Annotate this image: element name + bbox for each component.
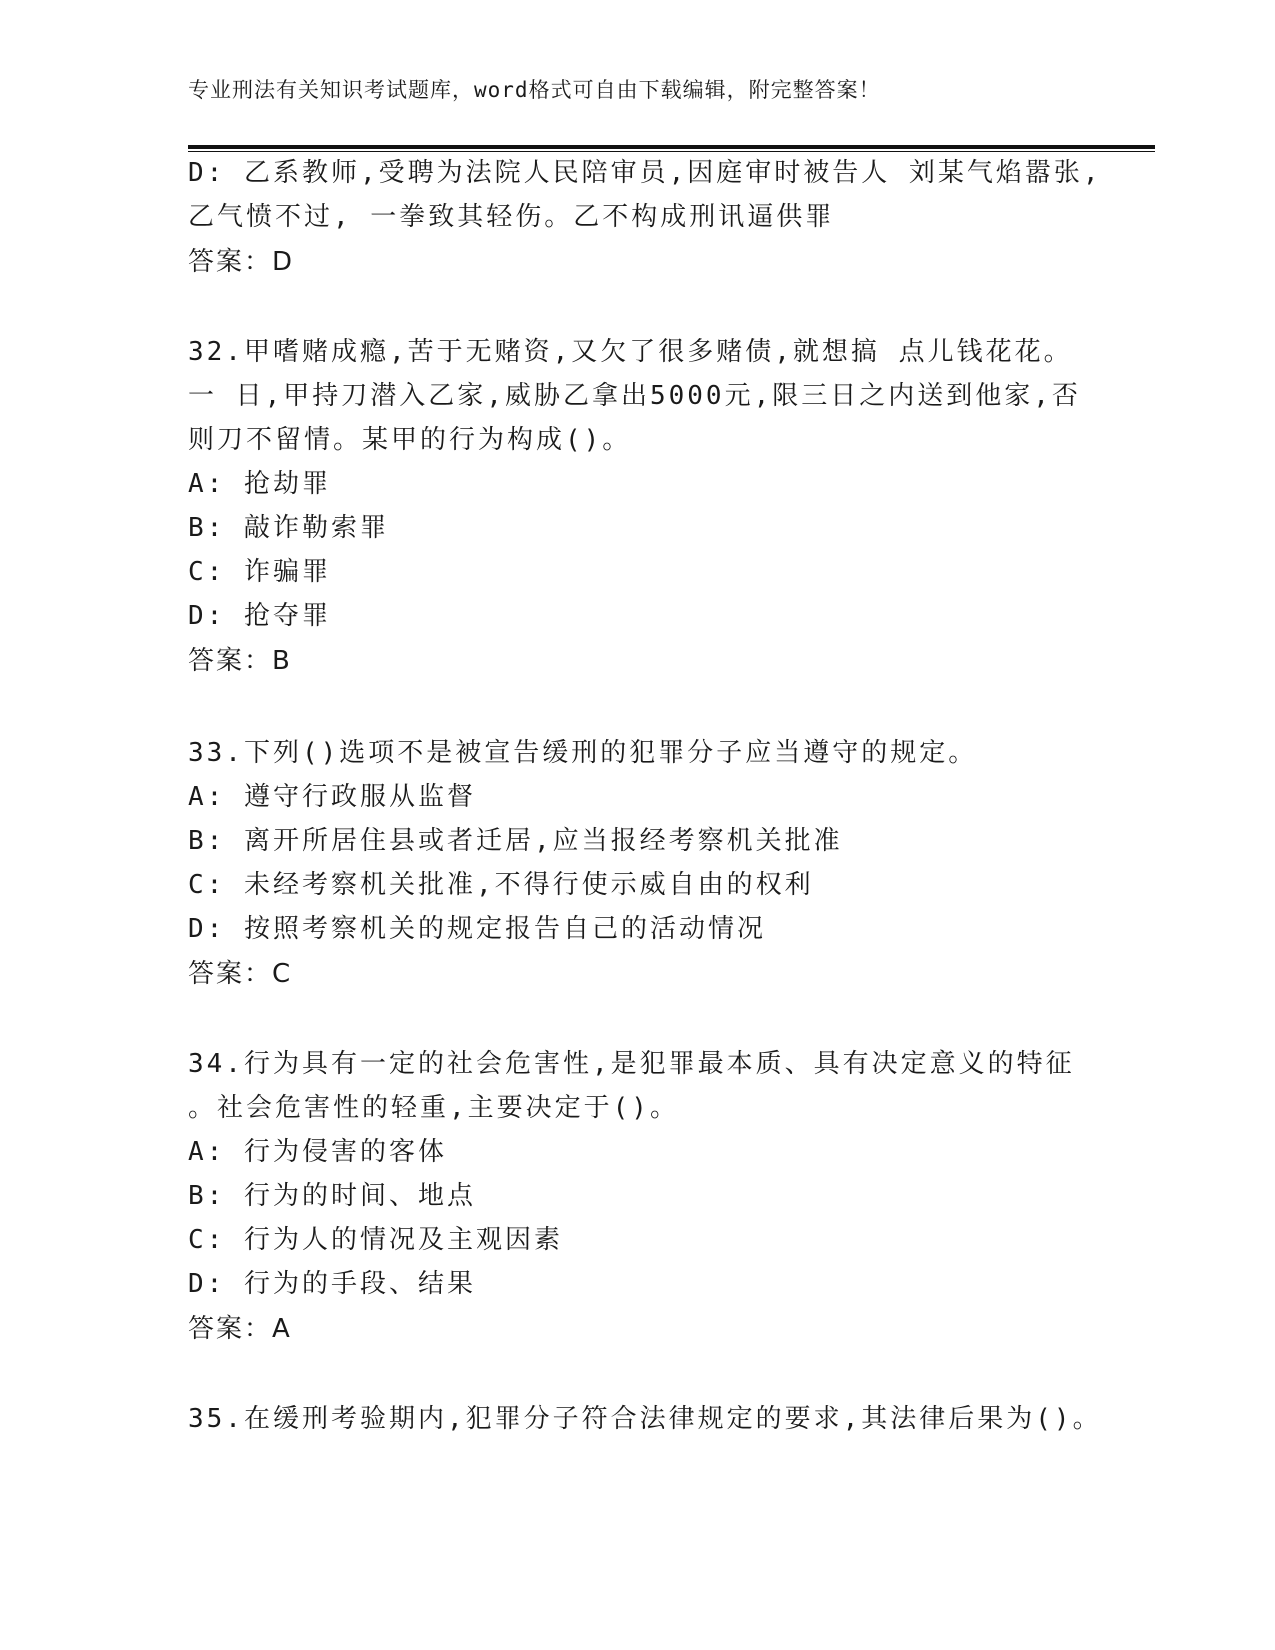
prev-option-d-line2: 乙气愤不过, 一拳致其轻伤。乙不构成刑讯逼供罪 bbox=[188, 202, 835, 232]
q32-answer: 答案：B bbox=[188, 646, 292, 676]
prev-option-d-line1: D: 乙系教师,受聘为法院人民陪审员,因庭审时被告人 刘某气焰嚣张, bbox=[188, 158, 1102, 188]
q33-option-c: C: 未经考察机关批准,不得行使示威自由的权利 bbox=[188, 870, 814, 900]
q32-option-c: C: 诈骗罪 bbox=[188, 557, 331, 587]
q32-stem-line1: 32.甲嗜赌成瘾,苦于无赌资,又欠了很多赌债,就想搞 点儿钱花花。 bbox=[188, 337, 1073, 367]
q34-option-a: A: 行为侵害的客体 bbox=[188, 1137, 447, 1167]
q34-option-b: B: 行为的时间、地点 bbox=[188, 1181, 476, 1211]
q33-option-b: B: 离开所居住县或者迁居,应当报经考察机关批准 bbox=[188, 826, 843, 856]
q32-stem-line2: 一 日,甲持刀潜入乙家,威胁乙拿出5000元,限三日之内送到他家,否 bbox=[188, 381, 1081, 411]
q34-stem-line2: 。社会危害性的轻重,主要决定于()。 bbox=[188, 1093, 679, 1123]
q34-option-c: C: 行为人的情况及主观因素 bbox=[188, 1225, 563, 1255]
q33-stem-line1: 33.下列()选项不是被宣告缓刑的犯罪分子应当遵守的规定。 bbox=[188, 738, 978, 768]
header-rule-thin bbox=[188, 151, 1155, 152]
q34-option-d: D: 行为的手段、结果 bbox=[188, 1269, 476, 1299]
q32-stem-line3: 则刀不留情。某甲的行为构成()。 bbox=[188, 425, 632, 455]
q32-option-d: D: 抢夺罪 bbox=[188, 601, 331, 631]
q33-answer: 答案：C bbox=[188, 959, 293, 989]
q35-stem-line1: 35.在缓刑考验期内,犯罪分子符合法律规定的要求,其法律后果为()。 bbox=[188, 1404, 1102, 1434]
q32-option-a: A: 抢劫罪 bbox=[188, 469, 331, 499]
page-header: 专业刑法有关知识考试题库，word格式可自由下载编辑，附完整答案！ bbox=[188, 78, 881, 102]
q33-option-a: A: 遵守行政服从监督 bbox=[188, 782, 476, 812]
q32-option-b: B: 敲诈勒索罪 bbox=[188, 513, 389, 543]
q34-stem-line1: 34.行为具有一定的社会危害性,是犯罪最本质、具有决定意义的特征 bbox=[188, 1049, 1075, 1079]
header-rule-thick bbox=[188, 145, 1155, 149]
q34-answer: 答案：A bbox=[188, 1314, 292, 1344]
prev-answer: 答案：D bbox=[188, 247, 295, 277]
q33-option-d: D: 按照考察机关的规定报告自己的活动情况 bbox=[188, 914, 766, 944]
